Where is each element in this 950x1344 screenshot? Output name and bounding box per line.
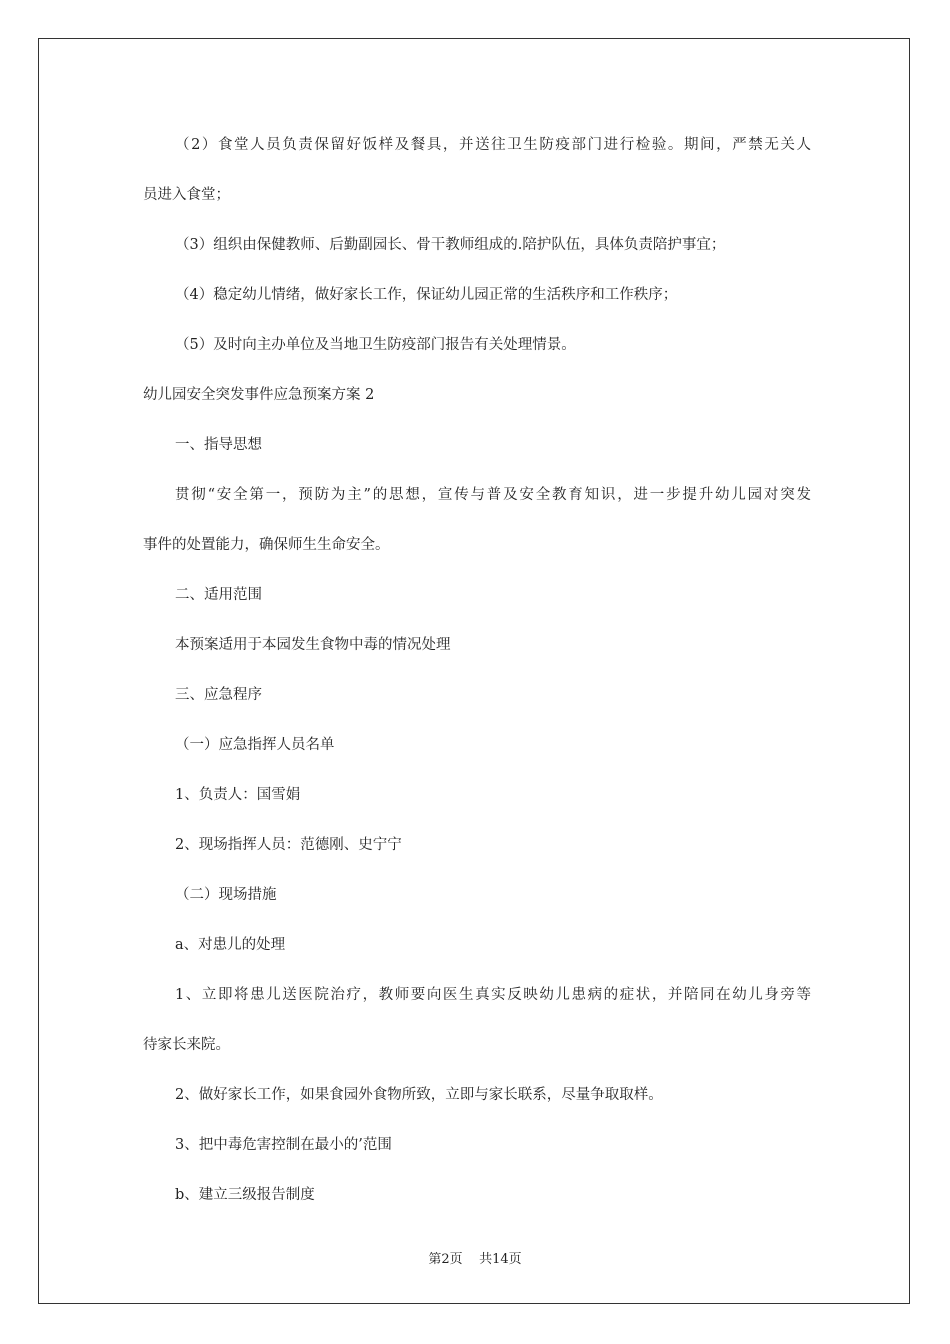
text-line: 员进入食堂； [143,187,230,203]
text-line: 二、适用范围 [175,587,262,603]
text-line: 2、做好家长工作，如果食园外食物所致，立即与家长联系，尽量争取取样。 [175,1087,663,1103]
text-line: 事件的处置能力，确保师生生命安全。 [143,537,390,553]
text-line: b、建立三级报告制度 [175,1187,315,1203]
text-line: a、对患儿的处理 [175,937,286,953]
footer-spacer [463,1252,480,1267]
document-body [143,120,811,1220]
page-footer [0,1248,950,1267]
text-line: 待家长来院。 [143,1037,230,1053]
page-total: 共14页 [479,1252,522,1267]
text-line: 2、现场指挥人员：范德刚、史宁宁 [175,837,402,853]
page-number: 第2页 [428,1252,463,1267]
text-line: （5）及时向主办单位及当地卫生防疫部门报告有关处理情景。 [175,337,576,353]
text-line: 幼儿园安全突发事件应急预案方案 2 [143,387,375,403]
text-line: （一）应急指挥人员名单 [175,737,335,753]
text-line: （4）稳定幼儿情绪，做好家长工作，保证幼儿园正常的生活秩序和工作秩序； [175,287,678,303]
text-line: （二）现场措施 [175,887,277,903]
text-line: 贯彻“安全第一，预防为主”的思想，宣传与普及安全教育知识，进一步提升幼儿园对突发 [175,487,811,503]
text-line: 1、立即将患儿送医院治疗，教师要向医生真实反映幼儿患病的症状，并陪同在幼儿身旁等 [175,987,811,1003]
text-line: 3、把中毒危害控制在最小的’范围 [175,1137,392,1153]
text-line: 1、负责人：国雪娟 [175,787,301,803]
text-line: （3）组织由保健教师、后勤副园长、骨干教师组成的.陪护队伍，具体负责陪护事宜； [175,237,726,253]
text-line: 本预案适用于本园发生食物中毒的情况处理 [175,637,451,653]
text-line: （2）食堂人员负责保留好饭样及餐具，并送往卫生防疫部门进行检验。期间，严禁无关人 [175,137,811,153]
text-line: 一、指导思想 [175,437,262,453]
text-line: 三、应急程序 [175,687,262,703]
